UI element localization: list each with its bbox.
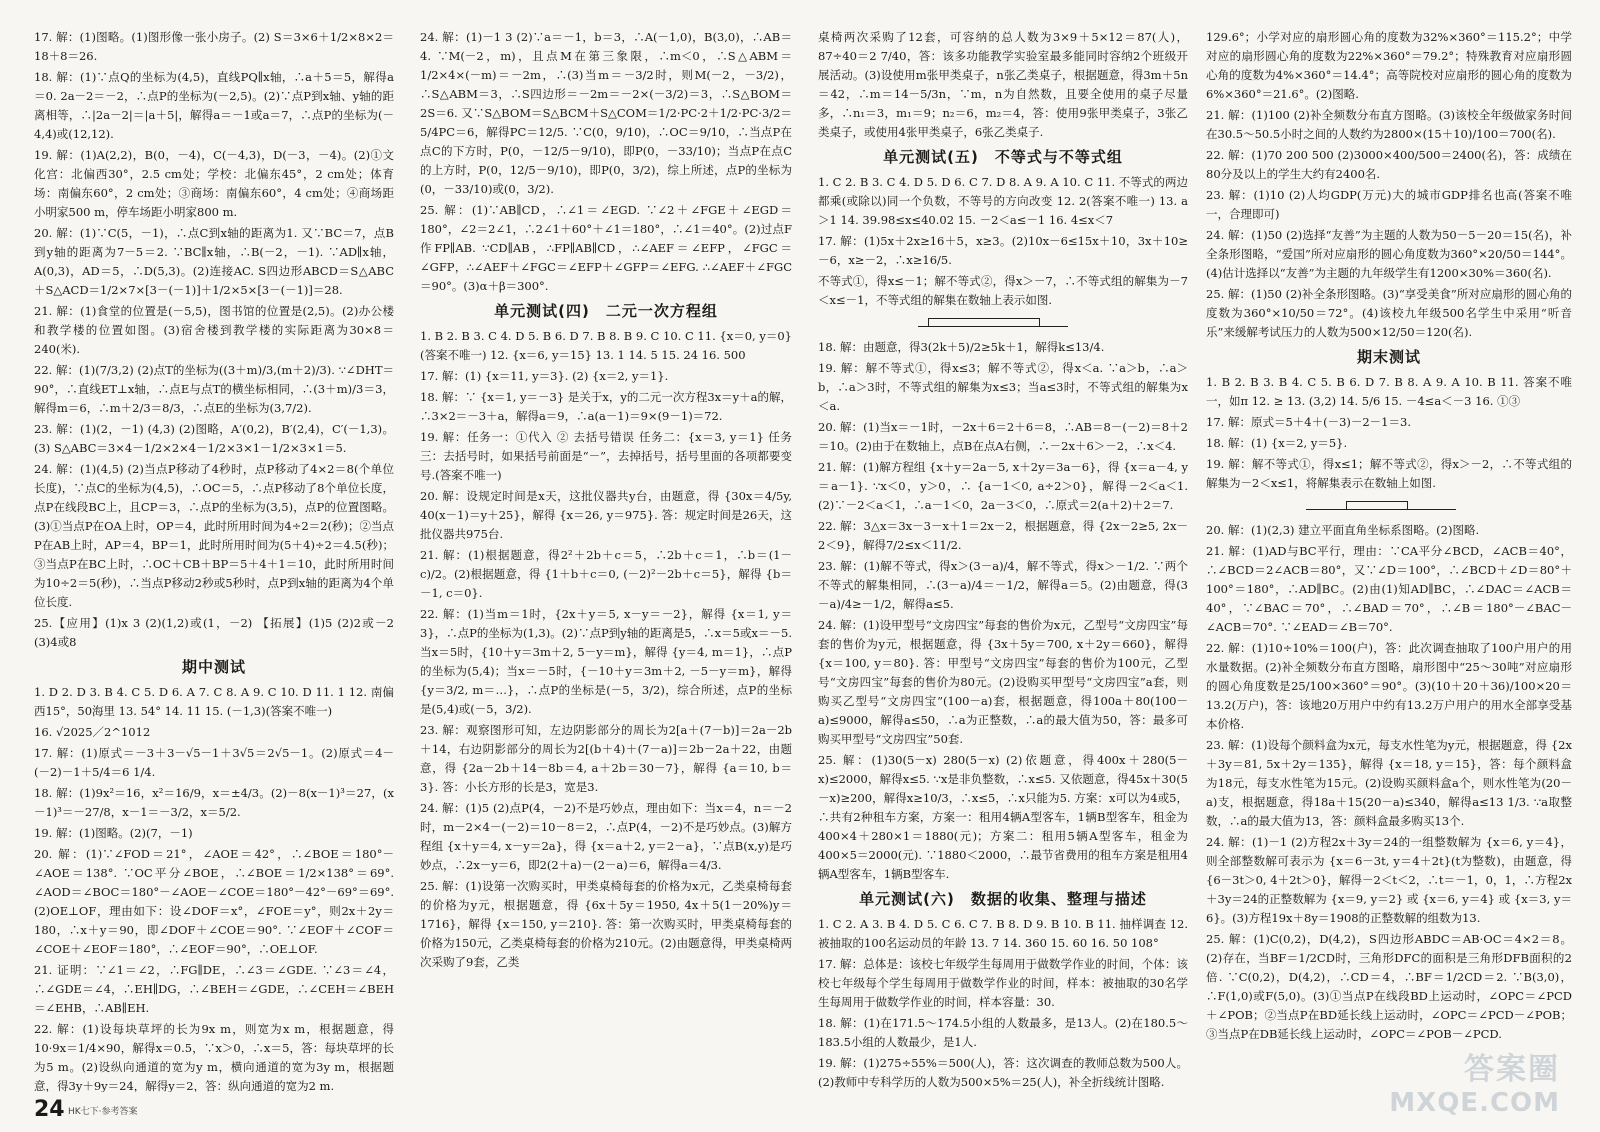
answer-column-4 <box>1206 28 1572 1092</box>
answer-paragraph: 25. 解：(1)30(5－x) 280(5－x) (2)依题意，得400x＋280(5－x)≤2000，解得x≤5. ∵x是非负整数，∴x≤5. 又依题意，得45x＋30(5－x)≥200，解得x≥10/3，∴x≤5，∴x只能为5. 方案：x可以为4或5，∴共有2种租车方案，方案一：租用4辆A型客车，1辆B型客车，租金为400×4＋280×1＝1880(元)；方案二：租用5辆A型客车，租金为400×5＝2000(元). ∵1880＜2000，∴最节省费用的租车方案是租用4辆A型客车，1辆B型客车. <box>818 753 1188 881</box>
answer-paragraph: 24. 解：(1)设甲型号“文房四宝”每套的售价为x元，乙型号“文房四宝”每套的售价为y元，根据题意，得 {3x＋5y＝700, x＋2y＝660}，解得 {x＝100, y＝80}. 答：甲型号“文房四宝”每套的售价为100元，乙型号“文房四宝”每套的售价为80元。(2)设购买甲型号“文房四宝”a套，则购买乙型号“文房四宝”(100－a)套，根据题意，得100a＋80(100－a)≤9000，解得a≤50，∴a为正整数，∴a的最大值为50，答：最多可购买甲型号“文房四宝”50套. <box>818 618 1188 746</box>
watermark <box>1389 1044 1560 1118</box>
answer-paragraph: 23. 解：(1)(2，－1) (4,3) (2)图略，A′(0,2)，B′(2,4)，C′(－1,3)。(3) S△ABC＝3×4－1/2×2×4－1/2×3×1－1/2×3×1＝5. <box>34 422 394 455</box>
section-heading: 期中测试 <box>181 658 246 676</box>
answer-paragraph: 24. 解：(1)50 (2)选择“友善”为主题的人数为50－5－20＝15(名)，补全条形图略，“爱国”所对应扇形的圆心角度数为360°×20/50＝144°。(4)估计选择以“友善”为主题的九年级学生有1200×30%＝360(名). <box>1206 228 1572 280</box>
answer-paragraph: 1. B 2. B 3. B 4. C 5. B 6. D 7. B 8. A 9. A 10. B 11. 答案不唯一，如π 12. ≥ 13. (3,2) 14. 5/6 15. －4≤a＜－3 16. ①③ <box>1206 375 1572 408</box>
answer-paragraph: 20. 解：设规定时间是x天，这批仪器共y台，由题意，得 {30x＝4/5y, 40(x－1)＝y＋25}，解得 {x＝26, y＝975}. 答：规定时间是26天，这批仪器共975台. <box>420 489 792 541</box>
answer-paragraph: 20. 解：(1)∵C(5，－1)，∴点C到x轴的距离为1. 又∵BC＝7，点B到y轴的距离为7－5＝2. ∵BC∥x轴，∴B(－2，－1). ∵AD∥x轴，A(0,3)，AD＝5，∴D(5,3)。(2)连接AC. S四边形ABCD＝S△ABC＋S△ACD＝1/2×7×[3－(－1)]＋1/2×5×[3－(－1)]＝28. <box>34 226 394 297</box>
answer-paragraph: 19. 解：任务一：①代入 ② 去括号错误 任务二：{x＝3, y＝1} 任务三：去括号时，如果括号前面是“－”，去掉括号，括号里面的各项都要变号.(答案不唯一) <box>420 430 792 482</box>
answer-paragraph: 19. 解：(1)275÷55%＝500(人)，答：这次调查的教师总数为500人。(2)教师中专科学历的人数为500×5%＝25(人)，补全折线统计图略. <box>818 1056 1188 1089</box>
section-heading: 单元测试(五) 不等式与不等式组 <box>883 148 1123 166</box>
answer-column-1 <box>34 28 394 1092</box>
answer-paragraph: 1. B 2. B 3. C 4. D 5. B 6. D 7. B 8. B 9. C 10. C 11. {x＝0, y＝0}(答案不唯一) 12. {x＝6, y＝15} 13. 1 14. 5 15. 24 16. 500 <box>420 329 792 362</box>
answer-paragraph: 17. 解：原式＝5＋4＋(－3)－2－1＝3. <box>1206 415 1411 429</box>
number-line-figure <box>1306 497 1456 517</box>
answer-paragraph: 22. 解：(1)(7/3,2) (2)点T的坐标为((3＋m)/3,(m＋2)/3). ∵∠DHT＝90°，∴直线ET⊥x轴，∴点E与点T的横坐标相同，∴(3＋m)/3＝3，解得m＝6，∴m＋2/3＝8/3，∴点E的坐标为(3,7/2). <box>34 363 394 415</box>
answer-paragraph: 22. 解：(1)当m＝1时，{2x＋y＝5, x－y＝－2}，解得 {x＝1, y＝3}，∴点P的坐标为(1,3)。(2)∵点P到y轴的距离是5，∴x＝5或x＝－5. 当x＝5时，{10＋y＝3m＋2, 5－y＝m}，解得 {y＝4, m＝1}，∴点P的坐标为(5,4)；当x＝－5时，{－10＋y＝3m＋2, －5－y＝m}，解得 {y＝3/2, m＝…}，∴点P的坐标是(－5，3/2)，综合所述，点P的坐标是(5,4)或(－5，3/2). <box>420 607 792 716</box>
answer-paragraph: 20. 解：(1)∵∠FOD＝21°，∠AOE＝42°，∴∠BOE＝180°－∠AOE＝138°. ∵OC平分∠BOE，∴∠BOE＝1/2×138°＝69°. ∠AOD＝∠BOC＝180°－∠AOE－∠COE＝180°－42°－69°＝69°. (2)OE⊥OF，理由如下：设∠DOF＝x°，∠FOE＝y°，则2x＋2y＝180，∴x＋y＝90，即∠DOF＋∠COE＝90°. ∵∠EOF＋∠COF＝∠COE＋∠EOF＝180°，∴∠EOF＝90°，∴OE⊥OF. <box>34 847 394 956</box>
number-line-solution-bracket <box>928 318 1040 327</box>
answer-paragraph: 1. C 2. B 3. C 4. D 5. D 6. C 7. D 8. A 9. A 10. C 11. 不等式的两边都乘(或除以)同一个负数，不等号的方向改变 12. 2(答案不唯一) 13. a＞1 14. 39.98≤x≤40.02 15. －2＜a≤－1 16. 4≤x＜7 <box>818 175 1188 227</box>
answer-paragraph: 1. C 2. A 3. B 4. D 5. C 6. C 7. B 8. D 9. B 10. B 11. 抽样调查 12. 被抽取的100名运动员的年龄 13. 7 14. 360 15. 60 16. 50 108° <box>818 917 1188 950</box>
answer-column-2 <box>420 28 792 1092</box>
answer-paragraph: 20. 解：(1)当x＝－1时，－2x＋6＝2＋6＝8，∴AB＝8－(－2)＝8＋2＝10。(2)由于在数轴上，点B在点A右侧，∴－2x＋6＞－2，∴x＜4. <box>818 420 1188 453</box>
answer-paragraph: 23. 解：观察图形可知，左边阴影部分的周长为2[a＋(7－b)]＝2a－2b＋14，右边阴影部分的周长为2[(b＋4)＋(7－a)]＝2b－2a＋22，由题意，得 {2a－2b＋14－8b＝4, a＋2b＝30－7}，解得 {a＝10, b＝3}. 答：小长方形的长是3，宽是3. <box>420 723 792 794</box>
section-heading: 期末测试 <box>1356 348 1421 366</box>
watermark-line-1: 答案圈 <box>1464 1052 1560 1087</box>
answer-paragraph: 129.6°；小学对应的扇形圆心角的度数为32%×360°＝115.2°；中学对应的扇形圆心角的度数为22%×360°＝79.2°；特殊教育对应扇形圆心角的度数为4%×360°＝14.4°；高等院校对应扇形的圆心角的度数为6%×360°＝21.6°。(2)图略. <box>1206 30 1572 101</box>
answer-paragraph: 17. 解：(1)5x＋2x≥16＋5，x≥3。(2)10x－6≤15x＋10，3x＋10≥－6，x≥－2，∴x≥16/5. <box>818 234 1188 267</box>
page-number: 24 <box>34 1097 65 1122</box>
answer-paragraph: 23. 解：(1)设每个颜料盒为x元，每支水性笔为y元，根据题意，得 {2x＋3y＝81, 5x＋2y＝135}，解得 {x＝18, y＝15}，答：每个颜料盒为18元，每支水性笔为15元。(2)设购买颜料盒a个，则水性笔为(20－a)支，根据题意，得18a＋15(20－a)≤340，解得a≤13 1/3. ∵a取整数，∴a的最大值为13，答：颜料盒最多购买13个. <box>1206 738 1572 828</box>
answer-paragraph: 17. 解：(1) {x＝11, y＝3}. (2) {x＝2, y＝1}. <box>420 369 669 383</box>
number-line-figure <box>918 314 1068 334</box>
answer-paragraph: 17. 解：总体是：该校七年级学生每周用于做数学作业的时间，个体：该校七年级每个学生每周用于做数学作业的时间，样本：被抽取的30名学生每周用于做数学作业的时间，样本容量：30. <box>818 957 1188 1009</box>
answer-paragraph: 23. 解：(1)10 (2)人均GDP(万元)大的城市GDP排名也高(答案不唯一，合理即可) <box>1206 188 1572 221</box>
answer-paragraph: 21. 解：(1)解方程组 {x＋y＝2a－5, x＋2y＝3a－6}，得 {x＝a－4, y＝a－1}. ∵x＜0，y＞0，∴ {a－1＜0, a÷2＞0}，解得－2＜a＜1. (2)∵－2＜a＜1，∴a－1＜0，2a－3＜0，∴原式＝2(a＋2)＋2＝7. <box>818 460 1188 512</box>
answer-paragraph: 16. √2025／2^1012 <box>34 725 151 739</box>
answer-paragraph: 18. 解：由题意，得3(2k＋5)/2≥5k＋1，解得k≤13/4. <box>818 340 1105 354</box>
answer-paragraph: 24. 解：(1)－1 3 (2)∵a＝－1，b＝3，∴A(－1,0)，B(3,0)，∴AB＝4. ∵M(－2，m)，且点M在第三象限，∴m＜0，∴S△ABM＝1/2×4×(－m)＝－2m，∴(3)当m＝－3/2时，则M(－2，－3/2)，∴S△ABM＝3，∴S四边形＝－2m＝－2×(－3/2)＝3，∴S△BOM＝2S＝6. 又∵S△BOM＝S△BCM＋S△COM＝1/2·PC·2＋1/2·PC·3/2＝5/4PC＝6，解得PC＝12/5. ∵C(0，9/10)，∴OC＝9/10，∴当点P在点C的下方时，P(0，－12/5－9/10)，即P(0，－33/10)；当点P在点C的上方时，P(0，12/5－9/10)，即P(0，3/2)，综上所述，点P的坐标为(0，－33/10)或(0，3/2). <box>420 30 792 196</box>
answer-paragraph: 18. 解：(1)9x²＝16，x²＝16/9，x＝±4/3。(2)－8(x－1)³＝27，(x－1)³＝－27/8，x－1＝－3/2，x＝5/2. <box>34 786 394 819</box>
section-heading: 单元测试(六) 数据的收集、整理与描述 <box>859 890 1147 908</box>
section-heading: 单元测试(四) 二元一次方程组 <box>494 302 718 320</box>
answer-paragraph: 不等式①，得x≤－1；解不等式②，得x＞－7，∴不等式组的解集为－7＜x≤－1，不等式组的解集在数轴上表示如图. <box>818 274 1188 307</box>
answer-paragraph: 17. 解：(1)图略。(1)图形像一张小房子。(2) S＝3×6＋1/2×8×2＝18＋8＝26. <box>34 30 394 63</box>
answer-paragraph: 24. 解：(1)(4,5) (2)当点P移动了4秒时，点P移动了4×2＝8(个单位长度)，∵点C的坐标为(4,5)，∴OC＝5，∴点P移动了8个单位长度，点P在线段BC上，且CP＝3，∴点P的坐标为(3,5)，点P的位置图略。(3)①当点P在OA上时，OP＝4，此时所用时间为4÷2＝2(秒)；②当点P在AB上时，AP＝4，BP＝1，此时所用时间为(5＋4)÷2＝4.5(秒)；③当点P在BC上时，∴OC＋CB＋BP＝5＋4＋1＝10，此时所用时间为10÷2＝5(秒)，∴当点P移动2秒或5秒时，点P到x轴的距离为4个单位长度. <box>34 462 394 609</box>
page-tag: HK七下·参考答案 <box>68 1107 138 1117</box>
answer-paragraph: 25.【应用】(1)x 3 (2)(1,2)或(1，－2) 【拓展】(1)5 (2)2或－2 (3)4或8 <box>34 616 394 649</box>
answer-paragraph: 18. 解：∵ {x＝1, y＝－3} 是关于x，y的二元一次方程3x＝y＋a的解，∴3×2＝－3＋a，解得a＝9，∴a(a－1)＝9×(9－1)＝72. <box>420 390 792 423</box>
answer-paragraph: 25. 解：(1)50 (2)补全条形图略。(3)“享受美食”所对应扇形的圆心角的度数为360°×10/50＝72°。(4)该校九年级500名学生中采用“听音乐”来缓解考试压力的人数为500×12/50＝120(名). <box>1206 287 1572 339</box>
answer-paragraph: 24. 解：(1)5 (2)点P(4，－2)不是巧妙点，理由如下：当x＝4，n＝－2时，m－2×4－(－2)＝10－8＝2，∴点P(4，－2)不是巧妙点。(3)解方程组 {x＋y＝4, x－y＝2a}，得 {x＝a＋2, y＝2－a}，∵点B(x,y)是巧妙点，∴2x－y＝6，即2(2＋a)－(2－a)＝6，解得a＝4/3. <box>420 801 792 872</box>
answer-paragraph: 21. 解：(1)AD与BC平行，理由：∵CA平分∠BCD，∠ACB＝40°，∴∠BCD＝2∠ACB＝80°，又∵∠D＝100°，∴∠BCD＋∠D＝80°＋100°＝180°，∴AD∥BC。(2)由(1)知AD∥BC，∴∠DAC＝∠ACB＝40°，∵∠BAC＝70°，∴∠BAD＝70°，∴∠B＝180°－∠BAC－∠ACB＝70°. ∵∠EAD＝∠B＝70°. <box>1206 544 1572 634</box>
answer-paragraph: 22. 解：(1)70 200 500 (2)3000×400/500＝2400(名)，答：成绩在80分及以上的学生大约有2400名. <box>1206 148 1572 181</box>
answer-paragraph: 23. 解：(1)解不等式，得x＞(3－a)/4，解不等式，得x＞－1/2. ∵两个不等式的解集相同，∴(3－a)/4＝－1/2，解得a＝5。(2)由题意，得(3－a)/4≥－1/2，解得a≤5. <box>818 559 1188 611</box>
answer-column-3 <box>818 28 1188 1092</box>
answer-paragraph: 18. 解：(1)在171.5～174.5小组的人数最多，是13人。(2)在180.5～183.5小组的人数最少，是1人. <box>818 1016 1188 1049</box>
answer-paragraph: 20. 解：(1)(2,3) 建立平面直角坐标系图略。(2)图略. <box>1206 523 1480 537</box>
answer-paragraph: 19. 解：(1)A(2,2)，B(0，－4)，C(－4,3)，D(－3，－4)。(2)①文化宫：北偏西30°，2.5 cm处；学校：北偏东45°，2 cm处；体育场：南偏东60°，2 cm处；③商场：南偏东60°，4 cm处；④商场距小明家500 m，停车场距小明家800 m. <box>34 148 394 219</box>
answer-paragraph: 17. 解：(1)原式＝－3＋3－√5－1＋3√5＝2√5－1。(2)原式＝4－(－2)－1＋5/4＝6 1/4. <box>34 746 394 779</box>
answer-paragraph: 18. 解：(1) {x＝2, y＝5}. <box>1206 436 1348 450</box>
answer-paragraph: 18. 解：(1)∵点Q的坐标为(4,5)，直线PQ∥x轴，∴a＋5＝5，解得a＝0. 2a－2＝－2，∴点P的坐标为(－2,5)。(2)∵点P到x轴、y轴的距离相等，∴|2a－2|＝|a＋5|，解得a＝－1或a＝7，∴点P的坐标为(－4,4)或(12,12). <box>34 70 394 141</box>
answer-paragraph: 25. 解：(1)C(0,2)，D(4,2)，S四边形ABDC＝AB·OC＝4×2＝8。(2)存在，当BF＝1/2CD时，三角形DFC的面积是三角形DFB面积的2倍. ∵C(0,2)，D(4,2)，∴CD＝4，∴BF＝1/2CD＝2. ∵B(3,0)，∴F(1,0)或F(5,0)。(3)①当点P在线段BD上运动时，∠OPC＝∠PCD＋∠POB；②当点P在BD延长线上运动时，∠OPC＝∠PCD－∠POB；③当点P在DB延长线上运动时，∠OPC＝∠POB－∠PCD. <box>1206 932 1572 1041</box>
watermark-line-2: MXQE.COM <box>1389 1088 1560 1118</box>
answer-paragraph: 22. 解：(1)设每块草坪的长为9x m，则宽为x m，根据题意，得10·9x＝1/4×90，解得x＝0.5，∵x＞0，∴x＝5，答：每块草坪的长为5 m。(2)设纵向通道的宽为y m，横向通道的宽为3y m，根据题意，得3y＋9y＝24，解得y＝2，答：纵向通道的宽为2 m. <box>34 1022 394 1092</box>
answer-paragraph: 19. 解：(1)图略。(2)(7，－1) <box>34 826 193 840</box>
answer-paragraph: 19. 解：解不等式①，得x≤3；解不等式②，得x＜a. ∵a＞b，∴a＞b，∴a＞3时，不等式组的解集为x≤3；当a≤3时，不等式组的解集为x＜a. <box>818 361 1188 413</box>
answer-paragraph: 21. 解：(1)根据题意，得2²＋2b＋c＝5，∴2b＋c＝1，∴b＝(1－c)/2。(2)根据题意，得 {1＋b＋c＝0, (－2)²－2b＋c＝5}，解得 {b＝－1, c＝0}. <box>420 548 792 600</box>
answer-paragraph: 22. 解：(1)10÷10%＝100(户)，答：此次调查抽取了100户用户的用水量数据。(2)补全频数分布直方图略，扇形图中“25～30吨”对应扇形的圆心角度数是25/100×360°＝90°。(3)(10＋20＋36)/100×20＝13.2(万户)，答：该地20万用户中约有13.2万户用户的用水全部享受基本价格. <box>1206 641 1572 731</box>
answer-paragraph: 21. 解：(1)食堂的位置是(－5,5)，图书馆的位置是(2,5)。(2)办公楼和教学楼的位置如图。(3)宿舍楼到教学楼的实际距离为30×8＝240(米). <box>34 304 394 356</box>
answer-paragraph: 21. 解：(1)100 (2)补全频数分布直方图略。(3)该校全年级做家务时间在30.5～50.5小时之间的人数约为2800×(15＋10)/100＝700(名). <box>1206 108 1572 141</box>
answer-paragraph: 1. D 2. D 3. B 4. C 5. D 6. A 7. C 8. A 9. C 10. D 11. 1 12. 南偏西15°，50海里 13. 54° 14. 11 15. (－1,3)(答案不唯一) <box>34 685 394 718</box>
answer-paragraph: 24. 解：(1)－1 (2)方程2x＋3y＝24的一组整数解为 {x＝6, y＝4}，则全部整数解可表示为 {x＝6－3t, y＝4＋2t}(t为整数)，由题意，得 {6－3t＞0, 4＋2t＞0}，解得－2＜t＜2，∴t＝－1，0，1，∴方程2x＋3y＝24的正整数解为 {x＝9, y＝2} 或 {x＝6, y＝4} 或 {x＝3, y＝6}。(3)方程19x＋8y＝1908的正整数解的组数为13. <box>1206 835 1572 925</box>
answer-paragraph: 21. 证明：∵∠1＝∠2，∴FG∥DE，∴∠3＝∠GDE. ∵∠3＝∠4，∴∠GDE＝∠4，∴EH∥DG，∴∠BEH＝∠GDE，∴∠CEH＝∠BEH＝∠EHB，∴AB∥EH. <box>34 963 394 1015</box>
answer-paragraph: 25. 解：(1)∵AB∥CD，∴∠1＝∠EGD. ∵∠2＋∠FGE＋∠EGD＝180°，∠2＝2∠1，∴2∠1＋60°＋∠1＝180°，∴∠1＝40°。(2)过点F作FP∥AB. ∵CD∥AB，∴FP∥AB∥CD，∴∠AEF＝∠EFP，∠FGC＝∠GFP，∴∠AEF＋∠FGC＝∠EFP＋∠GFP＝∠EFG. ∴∠AEF＋∠FGC＝90°。(3)α＋β＝300°. <box>420 203 792 293</box>
answer-paragraph: 19. 解：解不等式①，得x≤1；解不等式②，得x＞－2，∴不等式组的解集为－2＜x≤1，将解集表示在数轴上如图. <box>1206 457 1572 490</box>
number-line-solution-bracket <box>1346 501 1408 510</box>
answer-paragraph: 桌椅两次采购了12套，可容纳的总人数为3×9＋5×12＝87(人)，87÷40＝2 7/40，答：该多功能教学实验室最多能同时容纳2个班级开展活动。(3)设使用m张甲类桌子，n张乙类桌子，根据题意，得3m＋5n＝42，∴m＝14－5/3n，∵m，n为自然数，且要全使用的桌子尽量多，∴n₁＝3，m₁＝9；n₂＝6，m₂＝4，答：使用9张甲类桌子，3张乙类桌子，或使用4张甲类桌子，6张乙类桌子. <box>818 30 1188 139</box>
answer-paragraph: 25. 解：(1)设第一次购买时，甲类桌椅每套的价格为x元，乙类桌椅每套的价格为y元，根据题意，得 {6x＋5y＝1950, 4x＋5(1－20%)y＝1716}，解得 {x＝150, y＝210}. 答：第一次购买时，甲类桌椅每套的价格为150元，乙类桌椅每套的价格为210元。(2)由题意得，甲类桌椅两次采购了9套，乙类 <box>420 879 792 969</box>
answer-paragraph: 22. 解：3△x＝3x－3－x＋1＝2x－2，根据题意，得 {2x－2≥5, 2x－2＜9}，解得7/2≤x＜11/2. <box>818 519 1188 552</box>
